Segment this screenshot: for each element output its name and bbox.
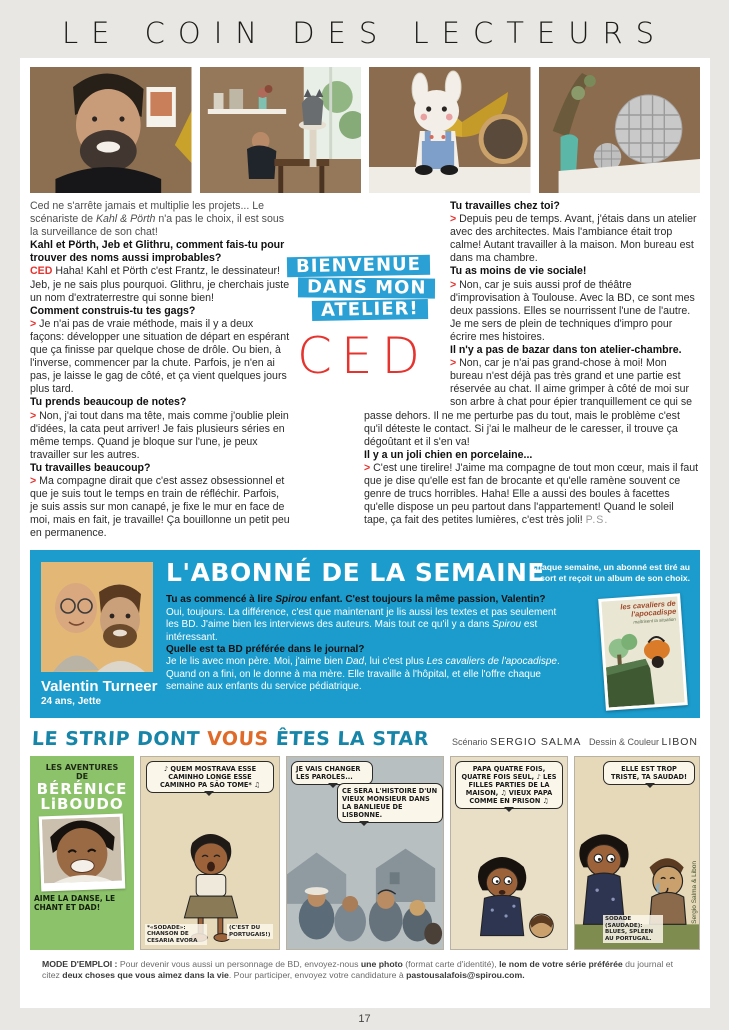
strip-header [32, 728, 698, 750]
berenice-photo [39, 814, 126, 892]
subscriber-name: Valentin Turneer [41, 678, 158, 696]
answer: Oui, toujours. La différence, c'est que maintenant je lis aussi les textes et pas seulement les BD. J'aime bien les interviews des auteurs. Mais tout ce qu'il y a dans Spirou est intéressant. [166, 606, 557, 643]
badge-line-3: ATELIER! [312, 299, 428, 321]
mode-demploi: MODE D'EMPLOI : Pour devenir vous aussi un personnage de BD, envoyez-nous une photo (format carte d'identité), le nom de votre série préférée du journal et citez deux choses que vous aimez dans la vie. Pour participer, envoyez votre candidature à pastousalafois@spirou.com. [42, 959, 673, 981]
book-subtitle: maîtrisent la situation [633, 617, 676, 626]
badge-line-1: BIENVENUE [286, 255, 429, 278]
answer-prefix: > [450, 278, 457, 291]
answer-prefix: > [450, 213, 457, 226]
footnote: (C'EST DU PORTUGAIS!) [227, 924, 273, 939]
answer-prefix: CED [30, 265, 53, 278]
comic-strip [30, 756, 700, 950]
answer: > Non, j'ai tout dans ma tête, mais comme j'oublie plein d'idées, la cata peut arriver! Je fais plusieurs séries en même temps. Quand je bloque sur l'une, je peux travailler sur les autres. [30, 409, 289, 461]
interview-column-left [30, 200, 290, 540]
interview-section [30, 200, 700, 540]
answer-prefix: > [450, 357, 457, 370]
answer: > Ma compagne dirait que c'est assez obsessionnel et que je suis tout le temps en train de réfléchir. Parfois, je suis assis sur mon canapé, je fixe le mur en face de moi, mais en fait, je travaille! Ça bouillonne un petit peu en permanence. [30, 474, 290, 540]
weekly-draw-note: Chaque semaine, un abonné est tiré au sort et reçoit un album de son choix. [530, 562, 690, 583]
interview-intro: Ced ne s'arrête jamais et multiplie les projets... Le scénariste de Kahl & Pörth n'a pas le choix, il est sous la surveillance de son chat! [30, 200, 285, 239]
answer: > Je n'ai pas de vraie méthode, mais il y a deux façons: développer une situation de départ en espérant que ça finisse par quelque chose de drôle. Ou bien, à l'inverse, commencer par la chute. Parfois, je n'en ai pas, je laisse le gag de côté, et ça vient quelques jours plus tard. [30, 317, 290, 396]
interviewer-initials: P.S. [585, 514, 609, 527]
question: Kahl et Pörth, Jeb et Glithru, comment fais-tu pour trouver des noms aussi improbables? [30, 239, 285, 265]
crowd-drawing [287, 815, 443, 949]
answer: > C'est une tirelire! J'aime ma compagne de tout mon cœur, mais il faut que je dise qu'elle est fan de brocante et qu'elle ramène souvent ce genre de trucs horribles. Haha! Elle a aussi des boules à facettes qu'elle dispose un peu partout dans l'appartement! Quand le soleil tape, ça fait des petites lumières, c'est très joli! P.S. [364, 461, 699, 527]
question: Il y a un joli chien en porcelaine... [364, 448, 533, 461]
question: Comment construis-tu tes gags? [30, 304, 196, 317]
speech-bubble: ELLE EST TROP TRISTE, TA SAUDAD! [603, 761, 695, 785]
strip-credits: Scénario SERGIO SALMA Dessin & Couleur LIBON [452, 736, 698, 749]
book-title: les cavaliers de l'apocadispe [620, 599, 677, 620]
panel1-heading: LES AVENTURES DE [45, 763, 119, 782]
answer-prefix: > [364, 461, 371, 474]
answer-prefix: > [30, 409, 37, 422]
answer: Je le lis avec mon père. Moi, j'aime bien Dad, lui c'est plus Les cavaliers de l'apocadispe. Quand on a fini, on le donne à ma mère. Elle travaille à l'hôpital, et elle l'offre chaque semaine aux enfants du service pédiatrique. [166, 656, 560, 693]
subscriber-details: 24 ans, Jette [41, 696, 102, 708]
speech-bubble: PAPA QUATRE FOIS, QUATRE FOIS SEUL, ♪ LES FILLES PARTIES DE LA MAISON, ♫ VIEUX PAPA COMME EN PRISON ♫ [455, 761, 563, 809]
photo-strip [30, 67, 700, 193]
comic-panel-saudade [574, 756, 700, 950]
book-cover [598, 594, 688, 711]
subscriber-section [30, 550, 700, 718]
subscriber-interview [166, 594, 560, 693]
panel1-character-name: BÉRÉNICE LiBOUDO [36, 780, 128, 814]
answer: > Depuis peu de temps. Avant, j'étais dans un atelier avec des architectes. Mais l'ambiance était trop calme! Autant travailler à la maison. Mon bureau est dans ma chambre. [450, 213, 697, 265]
photo-porcelain-figurine [369, 67, 531, 193]
email-link[interactable]: pastousalafois@spirou.com. [406, 970, 525, 981]
comic-panel-lisbon [286, 756, 444, 950]
subscriber-photo [41, 562, 153, 672]
ced-logo: CED [296, 327, 429, 386]
question: Tu travailles chez toi? [450, 200, 560, 212]
page-number: 17 [358, 1013, 371, 1025]
question: Tu prends beaucoup de notes? [30, 396, 187, 409]
footnote: *«SODADE»: CHANSON DE CESARIA EVORA [145, 924, 207, 946]
welcome-badge [288, 253, 438, 400]
subscriber-title: L'ABONNÉ DE LA SEMAINE [166, 558, 545, 588]
comic-panel-title-card [30, 756, 134, 950]
badge-line-2: DANS MON [298, 277, 436, 298]
photo-ced-portrait [30, 67, 192, 193]
answer: CED Haha! Kahl et Pörth c'est Frantz, le dessinateur! Jeb, je ne sais plus pourquoi. Glithru, je cherchais juste un nom d'extraterrestre qui sonne bien! [30, 265, 290, 304]
panel1-caption: AIME LA DANSE, LE CHANT ET DAD! [34, 894, 116, 913]
strip-title-highlight: VOUS [206, 728, 270, 751]
question: Tu as commencé à lire Spirou enfant. C'est toujours la même passion, Valentin? [166, 594, 546, 606]
artist-signature: Sergio Salma & Libon [691, 860, 698, 924]
question: Tu as moins de vie sociale! [450, 265, 587, 278]
photo-atelier-desk-cat [200, 67, 362, 193]
page-title: LE COIN DES LECTEURS [61, 16, 668, 50]
answer: > Non, car je n'ai pas grand-chose à moi! Mon bureau n'est déjà pas très grand et une partie est réservée au chat. Il aime grimper à côté de moi sur son arbre à chat pour épier tranquillement ce qui se passe dehors. Il ne me perturbe pas du tout, mais le problème c'est qu'il déteste le contact. Si j'ai le malheur de le caresser, il trouve ça dégoûtant et il s'en va! [364, 357, 693, 448]
photo-disco-balls [539, 67, 701, 193]
comic-panel-singing [140, 756, 280, 950]
answer-prefix: > [30, 474, 37, 487]
speech-bubble: CE SERA L'HISTOIRE D'UN VIEUX MONSIEUR DANS LA BANLIEUE DE LISBONNE. [337, 783, 443, 823]
answer: > Non, car je suis aussi prof de théâtre d'improvisation à Toulouse. Avec la BD, ce sont mes deux passions. Elles se nourrissent l'une de l'autre. Je me sers de plein de techniques d'impro pour écrire mes histoires. [450, 278, 695, 343]
speech-bubble: JE VAIS CHANGER LES PAROLES... [291, 761, 373, 785]
question: Quelle est ta BD préférée dans le journal? [166, 644, 365, 656]
question: Il n'y a pas de bazar dans ton atelier-chambre. [450, 344, 682, 357]
footnote: SODADE (SAUDADE): BLUES, SPLEEN AU PORTUGAL. [603, 915, 663, 943]
interview-column-right [295, 200, 700, 540]
speech-bubble: ♪ QUEM MOSTRAVA ESSE CAMINHO LONGE ESSE CAMINHO PA SÃO TOME* ♫ [146, 761, 274, 793]
answer-prefix: > [30, 317, 37, 330]
berenice-singing-drawing [451, 815, 567, 949]
content-card [20, 58, 710, 1008]
book-cover-art [601, 597, 684, 708]
question: Tu travailles beaucoup? [30, 461, 151, 474]
strip-title: LE STRIP DONT VOUS ÊTES LA STAR [31, 728, 430, 751]
comic-panel-song [450, 756, 568, 950]
